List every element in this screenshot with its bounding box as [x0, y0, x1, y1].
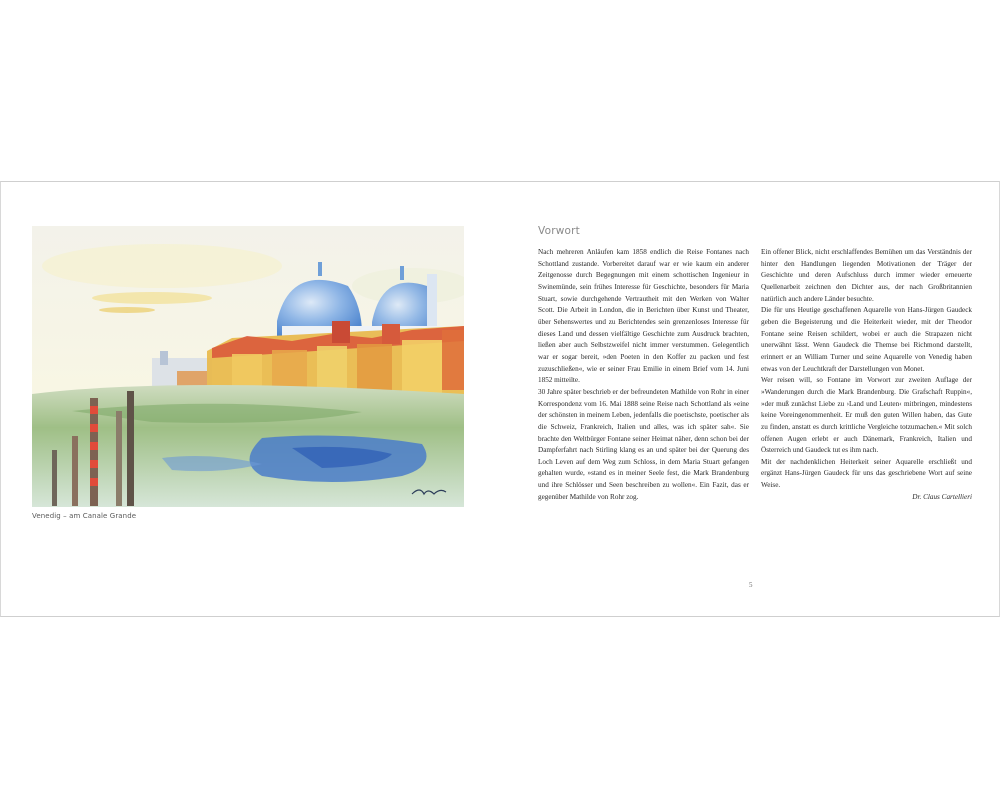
text-column-2: [761, 247, 972, 503]
paragraph: Nach mehreren Anläufen kam 1858 endlich die Reise Fontanes nach Schottland zustande. Vorbereitet darauf war er wie kaum ein anderer Zeitgenosse durch Begegnungen mit einem schottischen Ingenieur in Swinemünde, sein frühes Interesse für Geschichte, besonders für Maria Stuart, sowie durchgehende Vertrautheit mit den Werken von Walter Scott. Die Arbeit in London, die in Berichten über Kunst und Theater, über Sehenswertes und zu Berichtendes sein grenzenloses Interesse für dieses Land und dessen vielfältige Geschichte zum Ausdruck brachten, ließen aber auch Selbstzweifel nicht immer verstummen. Gelegentlich war er sogar bereit, »den Poeten in den Koffer zu packen und fest zuzuschließen«, wie er seiner Frau Emilie in einem Brief vom 14. Juni 1852 mitteilte.: [538, 248, 749, 385]
page-number: 5: [749, 581, 753, 589]
article-heading: Vorwort: [538, 225, 580, 237]
book-spread: [0, 181, 1000, 617]
paragraph: Die für uns Heutige geschaffenen Aquarelle von Hans-Jürgen Gaudeck geben die Begeisterung und die Heiterkeit wieder, mit der Theodor Fontane seine Reisen schildert, wobei er auch die Strapazen nicht unerwähnt lässt. Wenn Gaudeck die Themse bei Richmond darstellt, erinnert er an William Turner und seine Aquarelle von Venedig haben etwas von der Leuchtkraft der Darstellungen von Monet.: [761, 306, 972, 373]
paragraph: Wer reisen will, so Fontane im Vorwort zur zweiten Auflage der »Wanderungen durch die Mark Brandenburg. Die Grafschaft Ruppin«, »der muß zunächst Liebe zu ›Land und Leuten‹ mitbringen, mindestens keine Voreingenommenheit. Er muß den guten Willen haben, das Gute zu finden, anstatt es durch krittliche Vergleiche totzumachen.« Mit solch offenen Augen erlebt er auch Dänemark, Frankreich, Italien und Österreich und Gaudeck tut es ihm nach.: [761, 376, 972, 455]
author-signature: Dr. Claus Cartellieri: [912, 492, 972, 501]
figure-caption: Venedig – am Canale Grande: [32, 512, 137, 520]
venice-painting: [32, 226, 464, 507]
paragraph: 30 Jahre später beschrieb er der befreundeten Mathilde von Rohr in einer Korrespondenz vom 16. Mai 1888 seine Reise nach Schottland als »eine der schönsten in meinem Leben, jedenfalls die poetischste, poetischer als die Schweiz, Frankreich, Italien und alles, was ich später sah«. Sie brachte den Weltbürger Fontane seiner Heimat näher, denn schon bei der Dampferfahrt nach Stirling klang es an und später bei der Querung des Loch Leven auf dem Weg zum Schloss, in dem Maria Stuart gefangen gehalten wurde, »stand es in meiner Seele fest, die Mark Brandenburg und ihre Schlösser und Seen beschreiben zu wollen«. Ein Fazit, das er gegenüber Mathilde von Rohr zog.: [538, 387, 749, 501]
text-column-1: [538, 247, 749, 503]
paragraph: Mit der nachdenklichen Heiterkeit seiner Aquarelle erschließt und ergänzt Hans-Jürgen Gaudeck für uns das geschriebene Wort auf seine Weise.: [761, 457, 972, 490]
paragraph: Ein offener Blick, nicht erschlaffendes Bemühen um das Verständnis der hinter den Handlungen liegenden Motivationen der Träger der Geschichte und deren Aufschluss durch immer wieder erneuerte Quellenarbeit zeichnen den Dichter aus, der nach Großbritannien natürlich auch andere Länder besuchte.: [761, 248, 972, 303]
